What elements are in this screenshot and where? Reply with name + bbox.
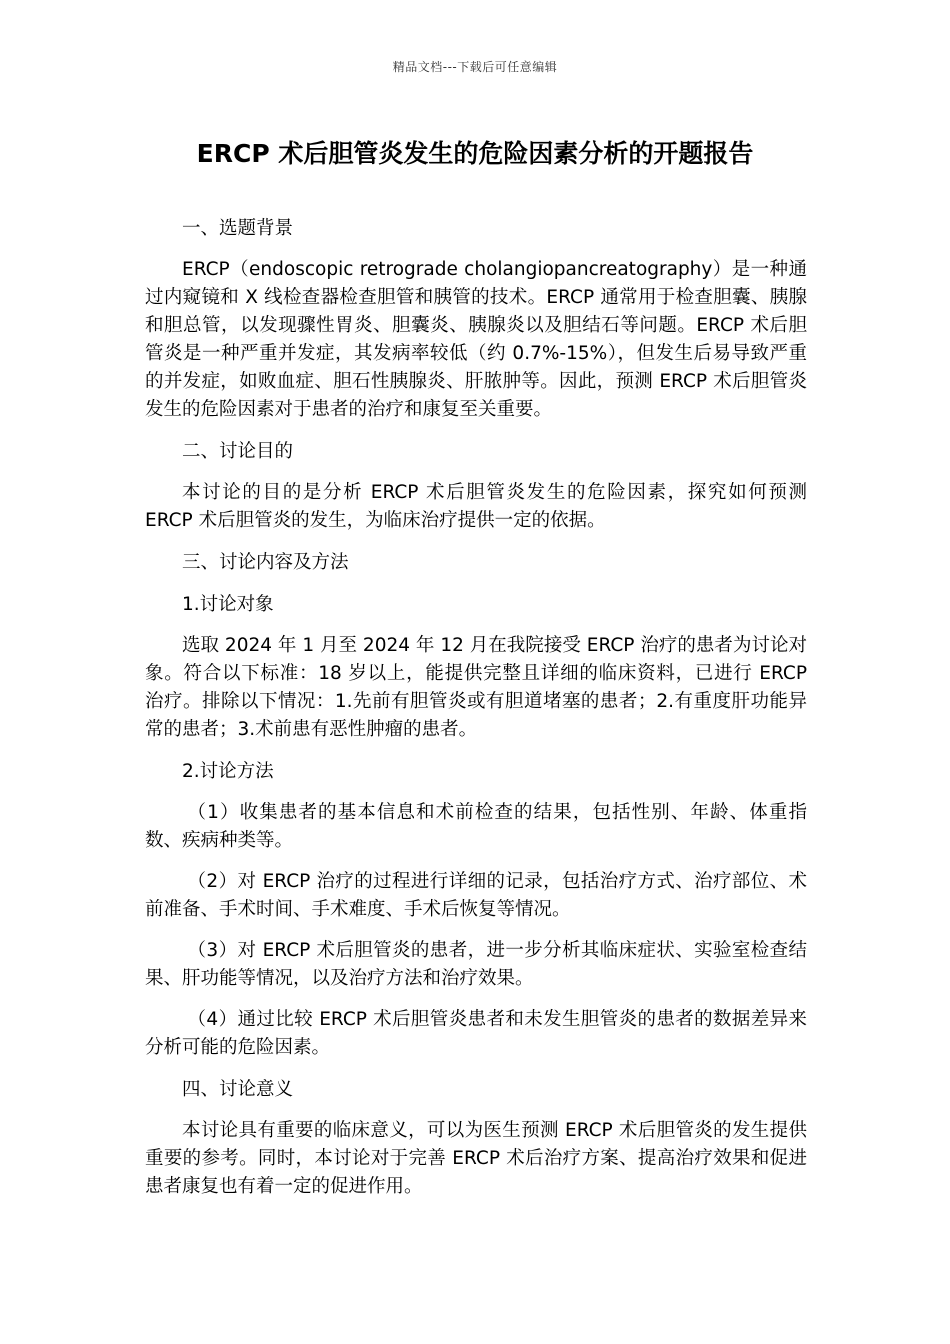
section-heading-significance: 四、讨论意义 (182, 1079, 294, 1100)
section-heading-purpose: 二、讨论目的 (182, 441, 294, 462)
subsection-heading-subjects: 1.讨论对象 (182, 594, 274, 615)
method-item-3: （3）对 ERCP 术后胆管炎的患者，进一步分析其临床症状、实验室检查结果、肝功能等情况，以及治疗方法和治疗效果。 (145, 940, 807, 989)
subsection-heading-methods: 2.讨论方法 (182, 761, 274, 782)
document-title: ERCP 术后胆管炎发生的危险因素分析的开题报告 (196, 139, 754, 168)
section-heading-content-methods: 三、讨论内容及方法 (182, 552, 349, 573)
paragraph-background: ERCP（endoscopic retrograde cholangiopancreatography）是一种通过内窥镜和 X 线检查器检查胆管和胰管的技术。ERCP 通常用于检查胆囊、胰腺和胆总管，以发现骤性胃炎、胆囊炎、胰腺炎以及胆结石等问题。ERCP 术后胆管炎是一种严重并发症，其发病率较低（约 0.7%-15%），但发生后易导致严重的并发症，如败血症、胆石性胰腺炎、肝脓肿等。因此，预测 ERCP 术后胆管炎发生的危险因素对于患者的治疗和康复至关重要。 (145, 259, 807, 420)
document-body (145, 215, 807, 1201)
page-header: 精品文档---下载后可任意编辑 (392, 60, 558, 74)
method-item-1: （1）收集患者的基本信息和术前检查的结果，包括性别、年龄、体重指数、疾病种类等。 (145, 802, 807, 851)
paragraph-subjects: 选取 2024 年 1 月至 2024 年 12 月在我院接受 ERCP 治疗的患者为讨论对象。符合以下标准：18 岁以上，能提供完整且详细的临床资料，已进行 ERCP 治疗。排除以下情况：1.先前有胆管炎或有胆道堵塞的患者；2.有重度肝功能异常的患者；3.术前患有恶性肿瘤的患者。 (145, 635, 807, 740)
method-item-4: （4）通过比较 ERCP 术后胆管炎患者和未发生胆管炎的患者的数据差异来分析可能的危险因素。 (145, 1009, 807, 1058)
paragraph-purpose: 本讨论的目的是分析 ERCP 术后胆管炎发生的危险因素，探究如何预测 ERCP 术后胆管炎的发生，为临床治疗提供一定的依据。 (145, 482, 807, 531)
paragraph-significance: 本讨论具有重要的临床意义，可以为医生预测 ERCP 术后胆管炎的发生提供重要的参考。同时，本讨论对于完善 ERCP 术后治疗方案、提高治疗效果和促进患者康复也有着一定的促进作用。 (145, 1120, 807, 1197)
method-item-2: （2）对 ERCP 治疗的过程进行详细的记录，包括治疗方式、治疗部位、术前准备、手术时间、手术难度、手术后恢复等情况。 (145, 871, 807, 920)
section-heading-background: 一、选题背景 (182, 218, 294, 239)
